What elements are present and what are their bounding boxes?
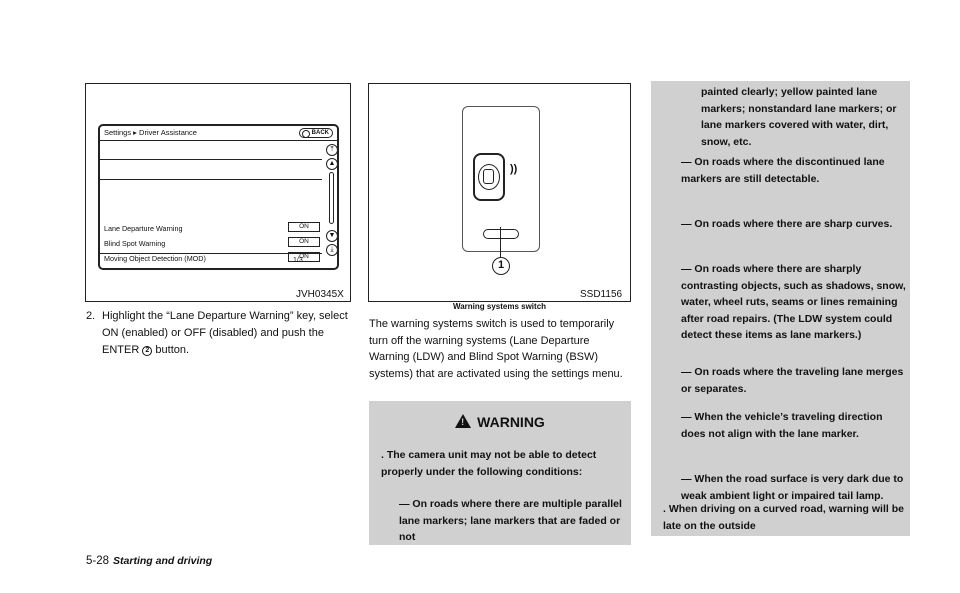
leader-line (500, 227, 501, 257)
page-footer (86, 555, 212, 567)
warning-sub-item-continued: painted clearly; yellow painted lane markers; nonstandard lane markers; or lane markers covered with water, dirt, snow, etc. (701, 86, 897, 148)
divider (100, 159, 322, 160)
scroll-top-icon: ⤒ (326, 144, 338, 156)
page-number: 5-28 (86, 555, 110, 567)
callout-1-icon: 1 (492, 257, 510, 275)
figure-code: JVH0345X (296, 289, 344, 300)
warning-sub-item: — On roads where the discontinued lane markers are still detectable. (681, 156, 885, 185)
scroll-bottom-icon: ⤓ (326, 244, 338, 256)
divider (100, 179, 322, 180)
warning-sub-item: — On roads where the traveling lane merges or separates. (681, 366, 904, 395)
menu-row-blind-spot-warning: Blind Spot Warning (104, 239, 166, 248)
screen-header (100, 126, 337, 141)
settings-screen-figure (85, 83, 351, 302)
warning-bullet: . The camera unit may not be able to detect properly under the following conditions: (381, 449, 597, 478)
warning-title: WARNING (477, 414, 545, 430)
signal-waves-icon: )) (510, 163, 518, 175)
back-button: BACK (299, 128, 333, 138)
warning-sub-item: — On roads where there are multiple parallel lane markers; lane markers that are faded or not (399, 498, 622, 543)
display-screen (98, 124, 339, 270)
toggle-on-indicator: ON (288, 222, 320, 232)
warning-heading (369, 414, 631, 430)
warning-triangle-icon (455, 414, 471, 428)
scrollbar-icon (329, 172, 334, 224)
warning-sub-item: — On roads where there are sharply contrasting objects, such as shadows, snow, water, wheel ruts, seams or lines remaining after road repairs. (The LDW system could detect these items as lane markers.) (681, 263, 906, 341)
menu-row-moving-object-detection: Moving Object Detection (MOD) (104, 254, 206, 263)
scroll-up-icon: ▲ (326, 158, 338, 170)
section-title: Starting and driving (113, 555, 213, 567)
body-paragraph: The warning systems switch is used to temporarily turn off the warning systems (Lane Departure Warning (LDW) and Blind Spot Warning (BSW) systems) that are activated using the settings menu. (369, 318, 623, 380)
car-icon (483, 169, 494, 184)
warning-box-continued (651, 81, 910, 536)
page-indicator: 1/3 (293, 257, 303, 264)
menu-row-lane-departure-warning: Lane Departure Warning (104, 224, 183, 233)
scroll-down-icon: ▼ (326, 230, 338, 242)
enter-callout-icon: 2 (142, 346, 152, 356)
warning-sub-item: — When the road surface is very dark due to weak ambient light or impaired tail lamp. (681, 473, 904, 502)
warning-systems-switch (473, 153, 505, 201)
switch-panel (462, 106, 540, 252)
figure-caption: Warning systems switch (452, 302, 547, 311)
step-2-paragraph (86, 308, 352, 359)
toggle-on-indicator: ON (288, 237, 320, 247)
warning-sub-item: — On roads where there are sharp curves. (681, 218, 893, 230)
step-text: Highlight the “Lane Departure Warning” key, select ON (enabled) or OFF (disabled) and push the ENTER (102, 310, 348, 356)
warning-box (369, 401, 631, 545)
toggle-on-indicator: ON (288, 252, 320, 262)
indicator-light (483, 229, 519, 239)
step-text-end: button. (155, 344, 190, 356)
step-number: 2. (86, 310, 96, 322)
warning-bullet: . When driving on a curved road, warning will be late on the outside (663, 503, 904, 532)
warning-sub-item: — When the vehicle’s traveling direction does not align with the lane marker. (681, 411, 883, 440)
figure-code: SSD1156 (580, 289, 623, 300)
warning-switch-figure (368, 83, 631, 302)
screen-title: Settings ▸ Driver Assistance (104, 128, 197, 137)
